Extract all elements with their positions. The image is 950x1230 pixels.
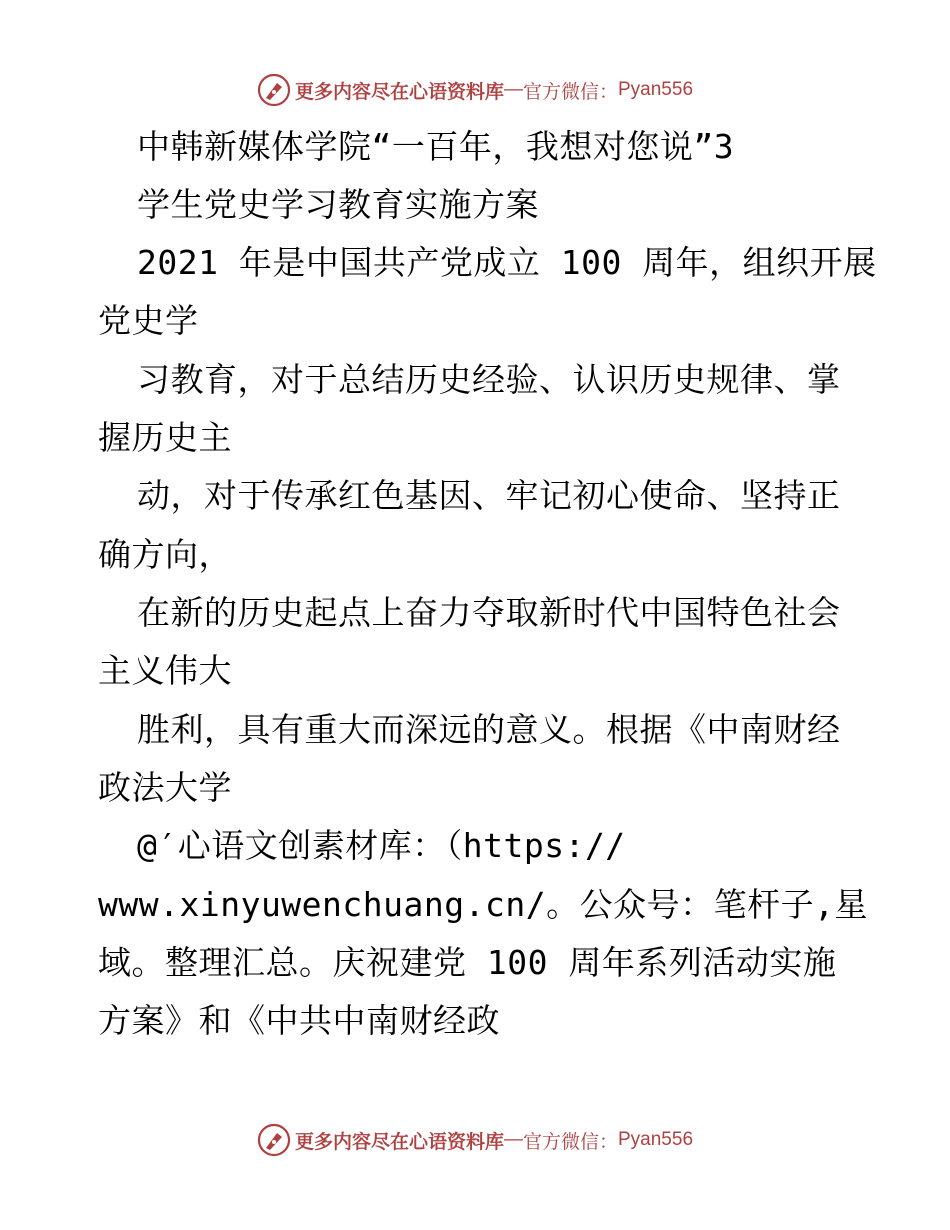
text-line: 习教育，对于总结历史经验、认识历史规律、掌 — [137, 360, 841, 399]
text-line: 在新的历史起点上奋力夺取新时代中国特色社会 — [137, 593, 841, 632]
banner-wechat-id: Pyan556 — [618, 1129, 694, 1150]
footer-banner — [0, 1120, 950, 1160]
text-line: 方案》和《中共中南财经政 — [98, 1001, 500, 1040]
text-line: www.xinyuwenchuang.cn/。公众号：笔杆子,星 — [98, 885, 868, 924]
text-line: 确方向， — [98, 535, 232, 574]
banner-dash: — — [503, 1129, 523, 1150]
banner-wechat-label: 官方微信： — [522, 1130, 618, 1153]
pen-nib-logo-icon — [257, 73, 291, 107]
text-line: 主义伟大 — [98, 651, 232, 690]
text-line: 胜利，具有重大而深远的意义。根据《中南财经 — [137, 710, 841, 749]
banner-wechat-id: Pyan556 — [618, 79, 694, 100]
banner-dash: — — [503, 79, 523, 100]
text-line: 中韩新媒体学院“一百年，我想对您说”3 — [137, 127, 735, 166]
header-banner — [0, 70, 950, 110]
pen-nib-logo-icon — [257, 1123, 291, 1157]
text-line: 握历史主 — [98, 418, 232, 457]
text-line: 2021 年是中国共产党成立 100 周年，组织开展 — [137, 243, 877, 282]
text-line: 学生党史学习教育实施方案 — [137, 185, 539, 224]
text-line: 党史学 — [98, 301, 199, 340]
text-line: 域。整理汇总。庆祝建党 100 周年系列活动实施 — [98, 943, 837, 982]
text-line: 政法大学 — [98, 768, 232, 807]
banner-text: 更多内容尽在心语资料库 — [294, 80, 504, 103]
text-line: @′心语文创素材库：（https:// — [137, 826, 626, 865]
banner-text: 更多内容尽在心语资料库 — [294, 1130, 504, 1153]
banner-wechat-label: 官方微信： — [522, 80, 618, 103]
text-line: 动，对于传承红色基因、牢记初心使命、坚持正 — [137, 476, 841, 515]
